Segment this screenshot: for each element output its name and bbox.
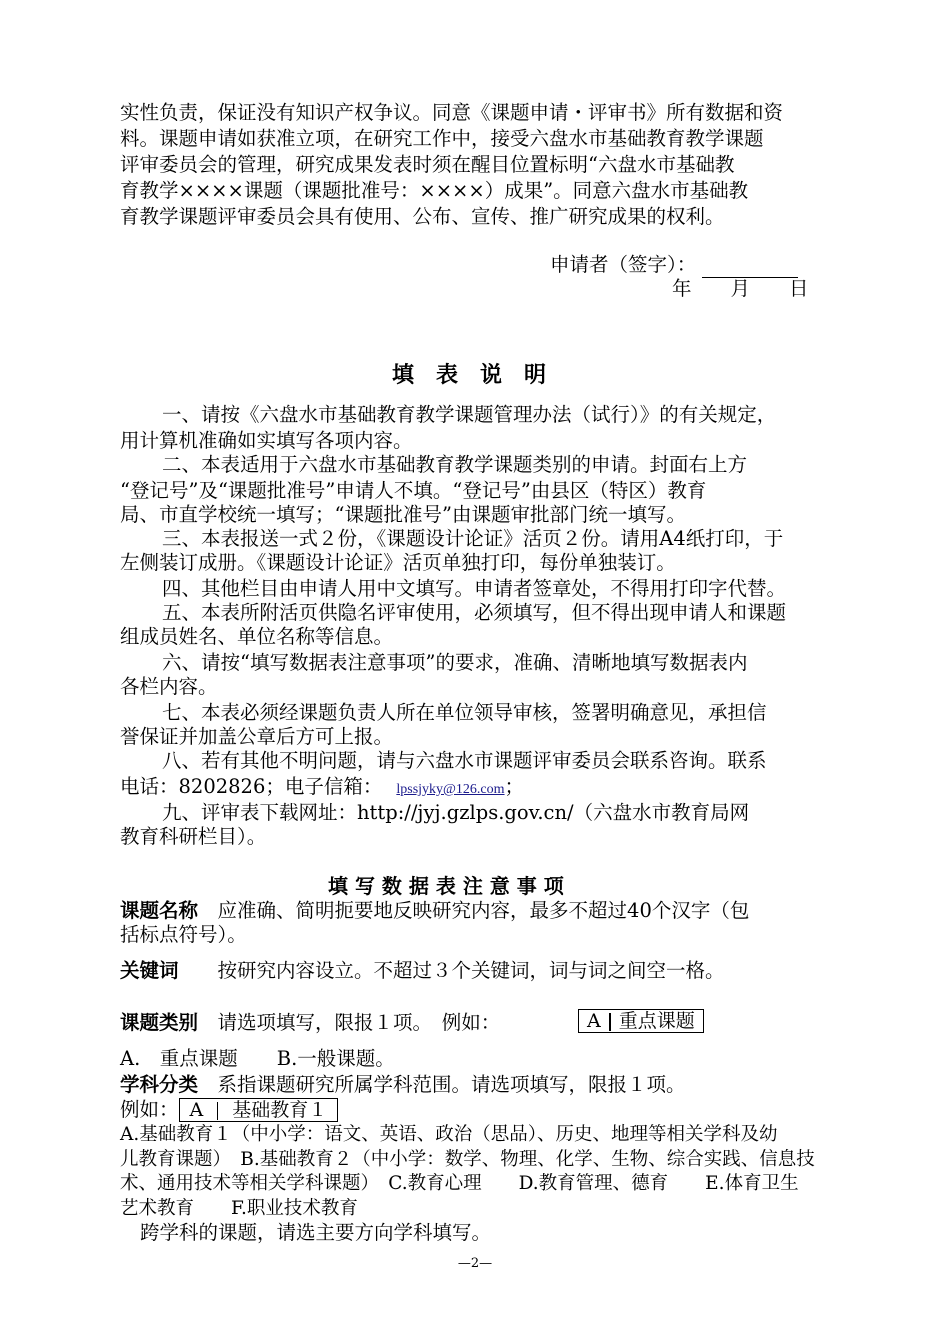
email-link[interactable]: lpssjyky@126.com bbox=[396, 782, 505, 797]
subject-option-line: A.基础教育１（中小学：语文、英语、政治（思品）、历史、地理等相关学科及幼 bbox=[120, 1124, 778, 1145]
category-example-box bbox=[578, 1009, 704, 1033]
instruction-line: 左侧装订成册。《课题设计论证》活页单独打印，每份单独装订。 bbox=[120, 551, 676, 574]
category-label: 课题类别 bbox=[120, 1011, 199, 1034]
body-text-line: 料。课题申请如获准立项，在研究工作中，接受六盘水市基础教育教学课题 bbox=[120, 127, 764, 150]
body-text-line: 实性负责，保证没有知识产权争议。同意《课题申请・评审书》所有数据和资 bbox=[120, 101, 784, 124]
instruction-line: 六、请按“填写数据表注意事项”的要求，准确、清晰地填写数据表内 bbox=[162, 651, 748, 674]
instruction-line: 五、本表所附活页供隐名评审使用，必须填写，但不得出现申请人和课题 bbox=[162, 601, 787, 624]
topic-label: 课题名称 bbox=[120, 899, 199, 922]
signature-label: 申请者（签字）： bbox=[550, 253, 697, 276]
instruction-line: “登记号”及“课题批准号”申请人不填。“登记号”由县区（特区）教育 bbox=[120, 479, 707, 502]
notes-title: 填 写 数 据 表 注 意 事 项 bbox=[328, 874, 564, 898]
subject-option-line: 儿教育课题） B.基础教育２（中小学：数学、物理、化学、生物、综合实践、信息技 bbox=[120, 1149, 815, 1170]
instruction-line: 教育科研栏目）。 bbox=[120, 825, 267, 848]
instruction-line: 三、本表报送一式２份，《课题设计论证》活页２份。请用A4纸打印，于 bbox=[162, 527, 784, 550]
instruction-line-contact bbox=[120, 774, 524, 803]
instruction-line: 组成员姓名、单位名称等信息。 bbox=[120, 625, 394, 648]
subject-option-line: 术、通用技术等相关学科课题） C.教育心理 D.教育管理、德育 E.体育卫生 bbox=[120, 1173, 799, 1194]
instruction-line: 局、市直学校统一填写；“课题批准号”由课题审批部门统一填写。 bbox=[120, 503, 686, 526]
email-suffix: ； bbox=[504, 775, 525, 798]
instruction-line: 八、若有其他不明问题，请与六盘水市课题评审委员会联系咨询。联系 bbox=[162, 749, 767, 772]
subject-example-prefix: 例如： bbox=[120, 1098, 179, 1121]
instruction-line: 四、其他栏目由申请人用中文填写。申请者签章处，不得用打印字代替。 bbox=[162, 577, 787, 600]
signature-line[interactable] bbox=[702, 257, 798, 278]
category-text: 请选项填写，限报１项。 例如： bbox=[217, 1011, 501, 1034]
subject-example-row bbox=[120, 1097, 338, 1123]
instruction-line: 各栏内容。 bbox=[120, 675, 218, 698]
contact-text: 电话：8202826；电子信箱： bbox=[120, 775, 383, 798]
signature-row bbox=[550, 252, 798, 278]
keyword-label: 关键词 bbox=[120, 959, 179, 982]
subject-text: 系指课题研究所属学科范围。请选项填写，限报１项。 bbox=[217, 1073, 686, 1096]
category-example-code: A bbox=[587, 1010, 601, 1032]
instruction-line: 用计算机准确如实填写各项内容。 bbox=[120, 429, 413, 452]
topic-text-cont: 括标点符号）。 bbox=[120, 923, 247, 946]
signature-date: 年 月 日 bbox=[672, 277, 809, 300]
note-keyword-row bbox=[120, 958, 725, 984]
body-text-line: 评审委员会的管理，研究成果发表时须在醒目位置标明“六盘水市基础教 bbox=[120, 153, 735, 176]
note-category-row bbox=[120, 1010, 500, 1036]
instructions-title: 填 表 说 明 bbox=[392, 363, 547, 388]
subject-example-value: 基础教育１ bbox=[232, 1099, 328, 1121]
topic-text: 应准确、简明扼要地反映研究内容，最多不超过40个汉字（包 bbox=[217, 899, 750, 922]
instruction-line: 一、请按《六盘水市基础教育教学课题管理办法（试行）》的有关规定， bbox=[162, 403, 777, 426]
category-example-value: 重点课题 bbox=[618, 1010, 695, 1032]
page-number: —2— bbox=[457, 1256, 493, 1271]
keyword-text: 按研究内容设立。不超过３个关键词，词与词之间空一格。 bbox=[217, 959, 725, 982]
subject-label: 学科分类 bbox=[120, 1073, 199, 1096]
instruction-line: 七、本表必须经课题负责人所在单位领导审核，签署明确意见，承担信 bbox=[162, 701, 767, 724]
note-subject-row bbox=[120, 1072, 686, 1098]
instruction-line: 二、本表适用于六盘水市基础教育教学课题类别的申请。封面右上方 bbox=[162, 453, 748, 476]
note-topic-row bbox=[120, 898, 749, 924]
category-options: A. 重点课题 B.一般课题。 bbox=[120, 1047, 395, 1070]
subject-option-line: 艺术教育 F.职业技术教育 bbox=[120, 1198, 358, 1219]
cross-subject-note: 跨学科的课题，请选主要方向学科填写。 bbox=[140, 1221, 492, 1244]
instruction-line: 誉保证并加盖公章后方可上报。 bbox=[120, 725, 394, 748]
subject-example-code: A bbox=[189, 1099, 204, 1121]
body-text-line: 育教学课题评审委员会具有使用、公布、宣传、推广研究成果的权利。 bbox=[120, 205, 725, 228]
body-text-line: 育教学××××课题（课题批准号：××××）成果”。同意六盘水市基础教 bbox=[120, 179, 749, 202]
instruction-line: 九、评审表下载网址：http://jyj.gzlps.gov.cn/（六盘水市教育局网 bbox=[162, 801, 750, 824]
